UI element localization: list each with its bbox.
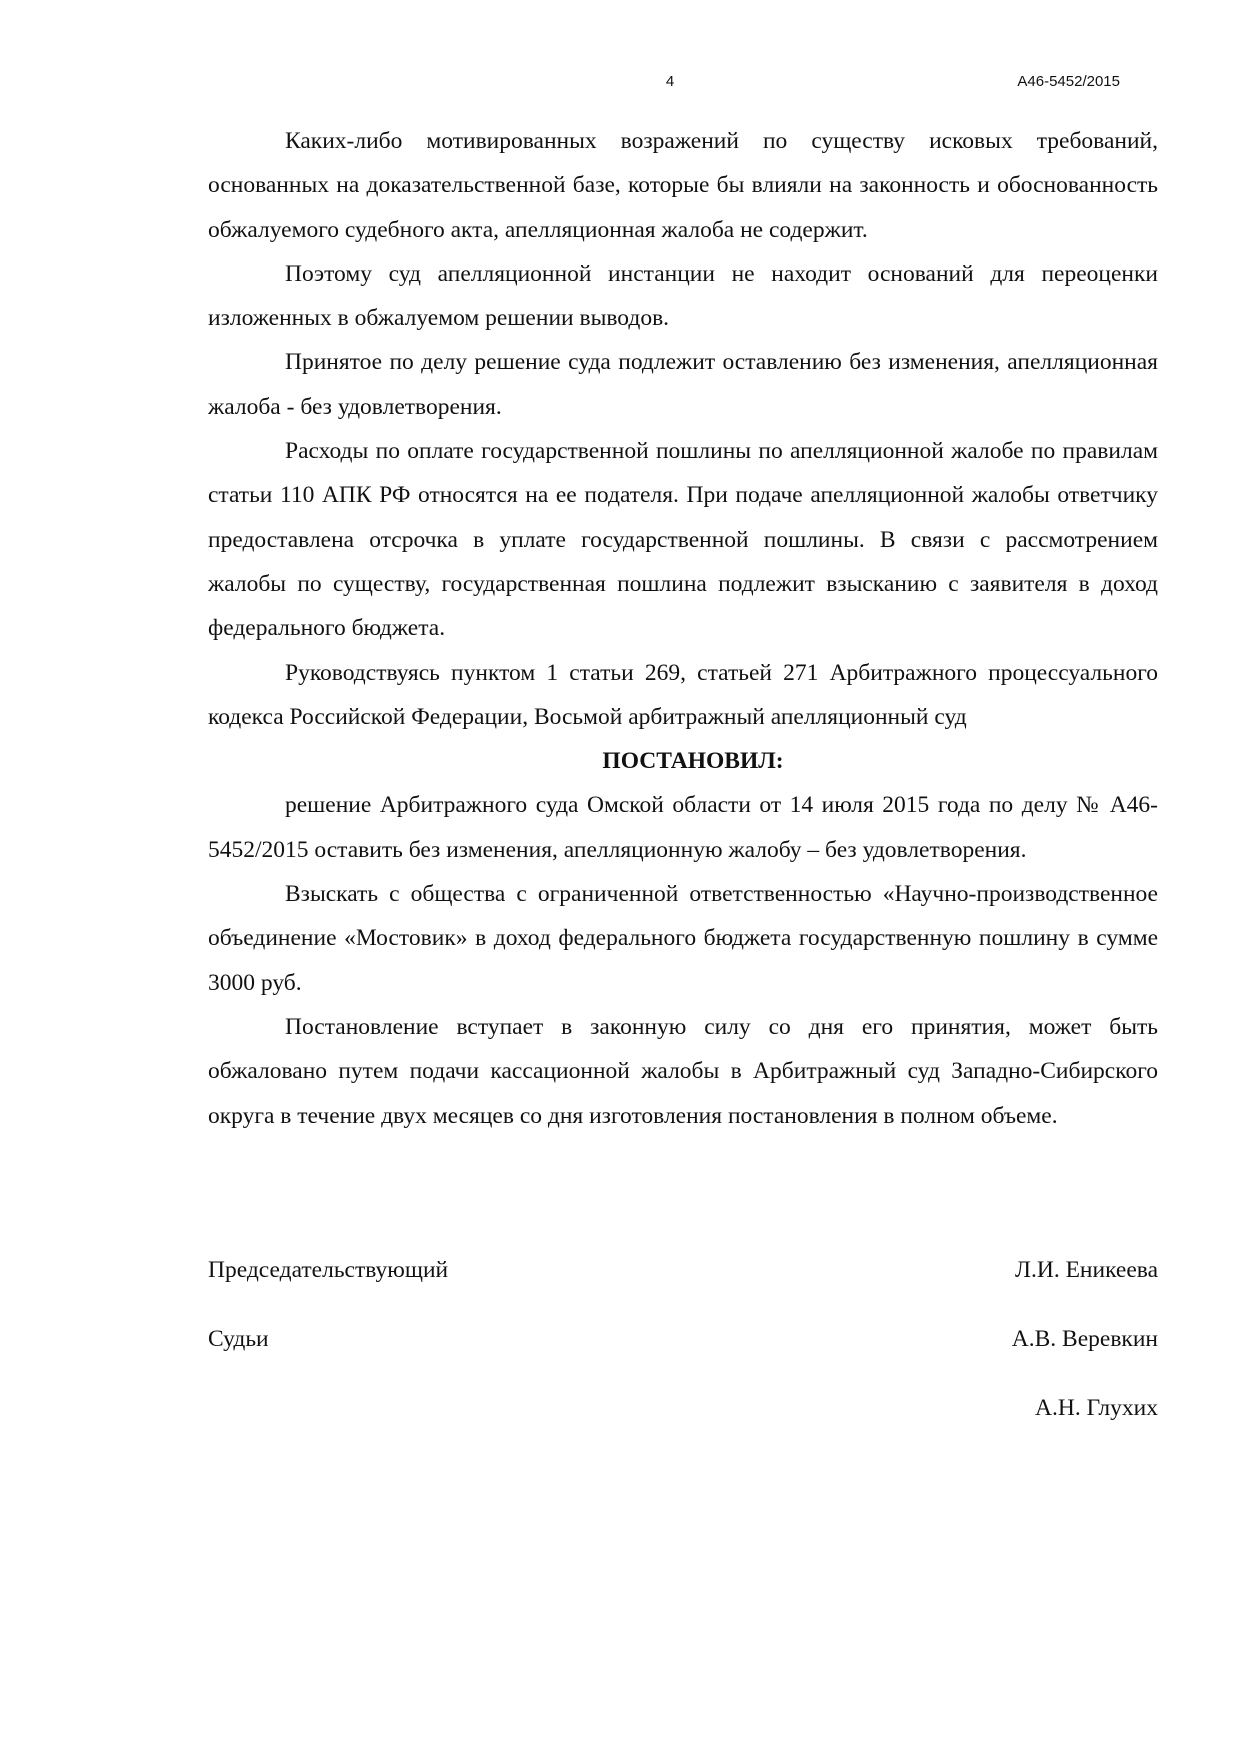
paragraph-decision-upheld: Принятое по делу решение суда подлежит оставлению без изменения, апелляционная жалоба - без удовлетворения. (208, 349, 1158, 420)
judge-name-1: А.В. Веревкин (1011, 1326, 1158, 1352)
paragraph-legal-basis: Руководствуясь пунктом 1 статьи 269, статьей 271 Арбитражного процессуального кодекса Российской Федерации, Восьмой арбитражный апелляционный суд (208, 659, 1158, 730)
judges-label: Судьи (208, 1326, 269, 1352)
decree-paragraph-collect: Взыскать с общества с ограниченной ответственностью «Научно-производственное объединение «Мостовик» в доход федерального бюджета государственную пошлину в сумме 3000 руб. (208, 881, 1158, 996)
signature-row-judge-2 (208, 1395, 1158, 1464)
signature-block (208, 1257, 1158, 1464)
presiding-name: Л.И. Еникеева (1015, 1257, 1158, 1283)
presiding-label: Председательствующий (208, 1257, 449, 1283)
judge-name-2: А.Н. Глухих (1035, 1395, 1158, 1421)
page-number: 4 (665, 73, 675, 90)
signature-row-judges (208, 1326, 1158, 1395)
document-body (208, 119, 1158, 1138)
decree-title: ПОСТАНОВИЛ: (602, 748, 784, 775)
paragraph-objections: Каких-либо мотивированных возражений по существу исковых требований, основанных на доказательственной базе, которые бы влияли на законность и обоснованность обжалуемого судебного акта, апелляционная жалоба не содержит. (208, 128, 1158, 243)
decree-paragraph-effect: Постановление вступает в законную силу со дня его принятия, может быть обжаловано путем подачи кассационной жалобы в Арбитражный суд Западно-Сибирского округа в течение двух месяцев со дня изготовления постановления в полном объеме. (208, 1013, 1158, 1129)
paragraph-no-grounds: Поэтому суд апелляционной инстанции не находит оснований для переоценки изложенных в обжалуемом решении выводов. (208, 260, 1158, 332)
paragraph-state-duty: Расходы по оплате государственной пошлины по апелляционной жалобе по правилам статьи 110 АПК РФ относятся на ее подателя. При подаче апелляционной жалобы ответчику предоставлена отсрочка в уплате государственной пошлины. В связи с рассмотрением жалобы по существу, государственная пошлина подлежит взысканию с заявителя в доход федерального бюджета. (208, 438, 1158, 642)
signature-row-presiding (208, 1257, 1158, 1326)
decree-paragraph-decision: решение Арбитражного суда Омской области от 14 июля 2015 года по делу № А46-5452/2015 оставить без изменения, апелляционную жалобу – без удовлетворения. (208, 792, 1158, 863)
case-number: А46-5452/2015 (1017, 73, 1120, 90)
